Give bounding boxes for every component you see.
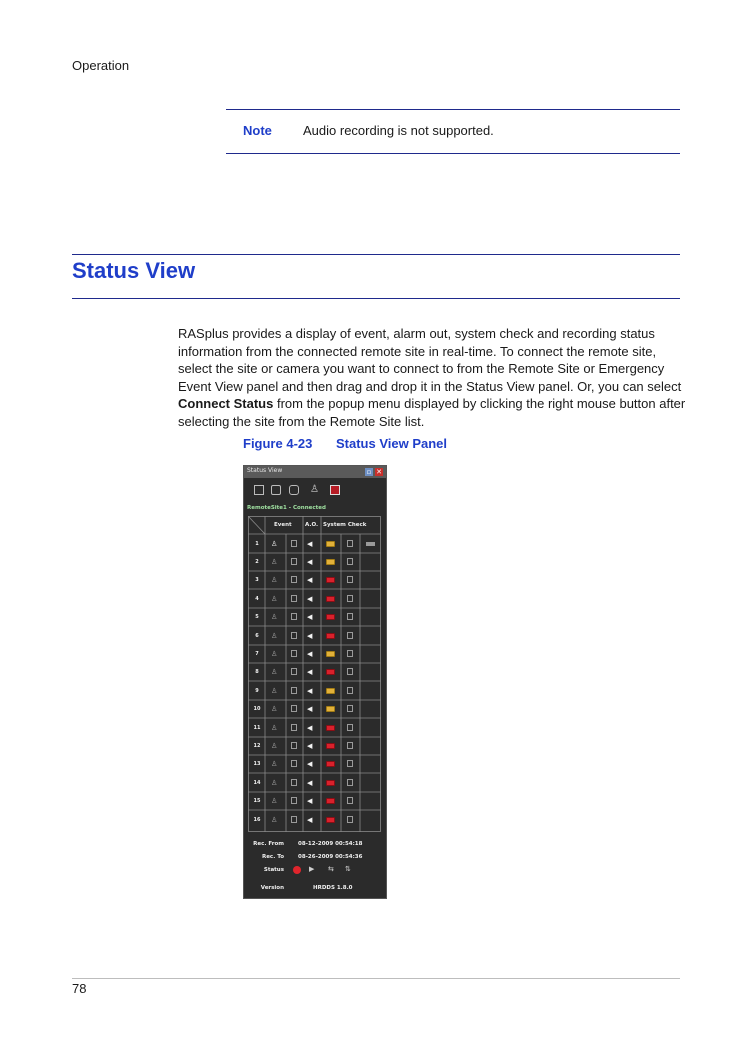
disk-icon bbox=[347, 705, 353, 712]
system-check-icon bbox=[326, 651, 335, 657]
play-icon[interactable]: ▶ bbox=[309, 865, 315, 873]
event-person-icon: ♙ bbox=[271, 742, 278, 750]
record-icon bbox=[291, 595, 297, 602]
status-view-panel bbox=[243, 465, 387, 899]
speaker-icon: ◀ bbox=[307, 797, 313, 805]
row-number: 10 bbox=[253, 706, 261, 712]
system-check-icon bbox=[326, 633, 335, 639]
page-number: 78 bbox=[72, 981, 87, 996]
row-number: 7 bbox=[255, 651, 259, 657]
row-number: 15 bbox=[253, 798, 261, 804]
row-number: 12 bbox=[253, 743, 261, 749]
disk-icon bbox=[347, 540, 353, 547]
rec-to-label: Rec. To bbox=[261, 854, 284, 860]
system-check-icon bbox=[326, 688, 335, 694]
record-icon bbox=[291, 540, 297, 547]
system-check-icon bbox=[326, 761, 335, 767]
speaker-icon: ◀ bbox=[307, 558, 313, 566]
record-icon bbox=[291, 797, 297, 804]
system-check-icon bbox=[326, 669, 335, 675]
event-person-icon: ♙ bbox=[271, 668, 278, 676]
disk-icon bbox=[347, 558, 353, 565]
rec-from-value: 08-12-2009 00:54:18 bbox=[298, 841, 363, 847]
row-number: 4 bbox=[255, 596, 259, 602]
header-event: Event bbox=[274, 522, 292, 528]
event-person-icon: ♙ bbox=[271, 558, 278, 566]
camera-icon[interactable] bbox=[289, 485, 299, 495]
backup-icon[interactable]: ⇆ bbox=[328, 865, 334, 873]
grid-lines bbox=[248, 516, 381, 832]
note-bottom-rule bbox=[226, 153, 680, 154]
header-ao: A.O. bbox=[305, 522, 319, 528]
row-number: 6 bbox=[255, 633, 259, 639]
record-icon bbox=[291, 742, 297, 749]
row-number: 5 bbox=[255, 614, 259, 620]
event-person-icon: ♙ bbox=[271, 632, 278, 640]
row-number: 3 bbox=[255, 577, 259, 583]
row-number: 13 bbox=[253, 761, 261, 767]
note-top-rule bbox=[226, 109, 680, 110]
system-check-icon bbox=[326, 798, 335, 804]
stop-icon[interactable] bbox=[330, 485, 340, 495]
disk-icon bbox=[347, 779, 353, 786]
row-number: 11 bbox=[253, 725, 261, 731]
disk-icon bbox=[347, 742, 353, 749]
record-icon bbox=[291, 558, 297, 565]
status-grid bbox=[248, 516, 381, 832]
speaker-icon: ◀ bbox=[307, 632, 313, 640]
version-label: Version bbox=[260, 885, 284, 891]
row-number: 16 bbox=[253, 817, 261, 823]
running-header: Operation bbox=[72, 58, 130, 73]
sync-icon[interactable]: ⇅ bbox=[345, 865, 351, 873]
hdd-icon bbox=[366, 542, 375, 546]
event-person-icon: ♙ bbox=[271, 779, 278, 787]
system-check-icon bbox=[326, 780, 335, 786]
speaker-icon: ◀ bbox=[307, 613, 313, 621]
event-person-icon: ♙ bbox=[271, 816, 278, 824]
body-text-end: from the popup menu displayed by clicking the right mouse button after selecting the site from the Remote Site list. bbox=[178, 396, 686, 429]
record-icon bbox=[291, 760, 297, 767]
disk-icon bbox=[347, 632, 353, 639]
rec-from-label: Rec. From bbox=[253, 841, 284, 847]
speaker-icon: ◀ bbox=[307, 540, 313, 548]
connection-status: RemoteSite1 - Connected bbox=[247, 505, 326, 511]
record-icon bbox=[291, 668, 297, 675]
panel-titlebar bbox=[244, 466, 386, 478]
connect-status-term: Connect Status bbox=[178, 396, 274, 411]
speaker-icon: ◀ bbox=[307, 724, 313, 732]
event-person-icon: ♙ bbox=[271, 650, 278, 658]
row-number: 8 bbox=[255, 669, 259, 675]
disk-icon bbox=[347, 816, 353, 823]
body-paragraph bbox=[178, 325, 686, 430]
row-number: 1 bbox=[255, 541, 259, 547]
system-check-icon bbox=[326, 559, 335, 565]
body-text: RASplus provides a display of event, alarm out, system check and recording status information from the connected remote site in real-time. To connect the remote site, select the site or camera you want to connect to from the Remote Site or Emergency Event View panel and then drag and drop it in the Status View panel. Or, you can select bbox=[178, 326, 682, 394]
event-person-icon: ♙ bbox=[271, 687, 278, 695]
speaker-icon: ◀ bbox=[307, 668, 313, 676]
note-label: Note bbox=[243, 123, 272, 138]
record-icon bbox=[291, 576, 297, 583]
system-check-icon bbox=[326, 577, 335, 583]
event-person-icon: ♙ bbox=[271, 595, 278, 603]
speaker-icon: ◀ bbox=[307, 650, 313, 658]
screen-icon[interactable] bbox=[254, 485, 264, 495]
disk-icon bbox=[347, 576, 353, 583]
header-system-check: System Check bbox=[323, 522, 367, 528]
disk-icon bbox=[347, 760, 353, 767]
panel-title: Status View bbox=[247, 467, 283, 474]
record-icon bbox=[291, 724, 297, 731]
figure-number: Figure 4-23 bbox=[243, 436, 313, 451]
record-icon bbox=[291, 650, 297, 657]
speaker-icon: ◀ bbox=[307, 687, 313, 695]
restore-button[interactable]: ▫ bbox=[366, 468, 372, 476]
event-person-icon: ♙ bbox=[271, 540, 278, 548]
disk-icon bbox=[347, 668, 353, 675]
section-top-rule bbox=[72, 254, 680, 255]
system-check-icon bbox=[326, 596, 335, 602]
record-icon bbox=[291, 779, 297, 786]
system-check-icon bbox=[326, 817, 335, 823]
speaker-icon: ◀ bbox=[307, 705, 313, 713]
record-icon bbox=[291, 816, 297, 823]
version-value: HRDDS 1.8.0 bbox=[313, 885, 353, 891]
status-label: Status bbox=[263, 867, 284, 873]
system-check-icon bbox=[326, 541, 335, 547]
footer-rule bbox=[72, 978, 680, 979]
speaker-icon: ◀ bbox=[307, 760, 313, 768]
record-icon bbox=[291, 687, 297, 694]
row-number: 2 bbox=[255, 559, 259, 565]
person-icon[interactable]: ♙ bbox=[310, 484, 319, 495]
event-person-icon: ♙ bbox=[271, 705, 278, 713]
section-bottom-rule bbox=[72, 298, 680, 299]
speaker-icon: ◀ bbox=[307, 816, 313, 824]
section-title: Status View bbox=[72, 258, 196, 283]
close-button[interactable]: ✕ bbox=[376, 468, 382, 476]
row-number: 14 bbox=[253, 780, 261, 786]
record-status-icon[interactable] bbox=[293, 866, 301, 874]
system-check-icon bbox=[326, 614, 335, 620]
figure-title: Status View Panel bbox=[336, 436, 448, 451]
disk-icon bbox=[347, 724, 353, 731]
record-icon bbox=[291, 613, 297, 620]
speaker-icon: ◀ bbox=[307, 779, 313, 787]
event-person-icon: ♙ bbox=[271, 797, 278, 805]
record-icon bbox=[291, 632, 297, 639]
event-person-icon: ♙ bbox=[271, 760, 278, 768]
event-person-icon: ♙ bbox=[271, 613, 278, 621]
event-person-icon: ♙ bbox=[271, 576, 278, 584]
speaker-icon: ◀ bbox=[307, 595, 313, 603]
event-person-icon: ♙ bbox=[271, 724, 278, 732]
system-check-icon bbox=[326, 725, 335, 731]
system-check-icon bbox=[326, 743, 335, 749]
search-event-icon[interactable] bbox=[271, 485, 281, 495]
panel-toolbar bbox=[244, 480, 386, 500]
speaker-icon: ◀ bbox=[307, 576, 313, 584]
disk-icon bbox=[347, 595, 353, 602]
system-check-icon bbox=[326, 706, 335, 712]
note-text: Audio recording is not supported. bbox=[303, 123, 494, 138]
speaker-icon: ◀ bbox=[307, 742, 313, 750]
disk-icon bbox=[347, 687, 353, 694]
disk-icon bbox=[347, 650, 353, 657]
rec-to-value: 08-26-2009 00:54:36 bbox=[298, 854, 363, 860]
disk-icon bbox=[347, 797, 353, 804]
disk-icon bbox=[347, 613, 353, 620]
record-icon bbox=[291, 705, 297, 712]
row-number: 9 bbox=[255, 688, 259, 694]
